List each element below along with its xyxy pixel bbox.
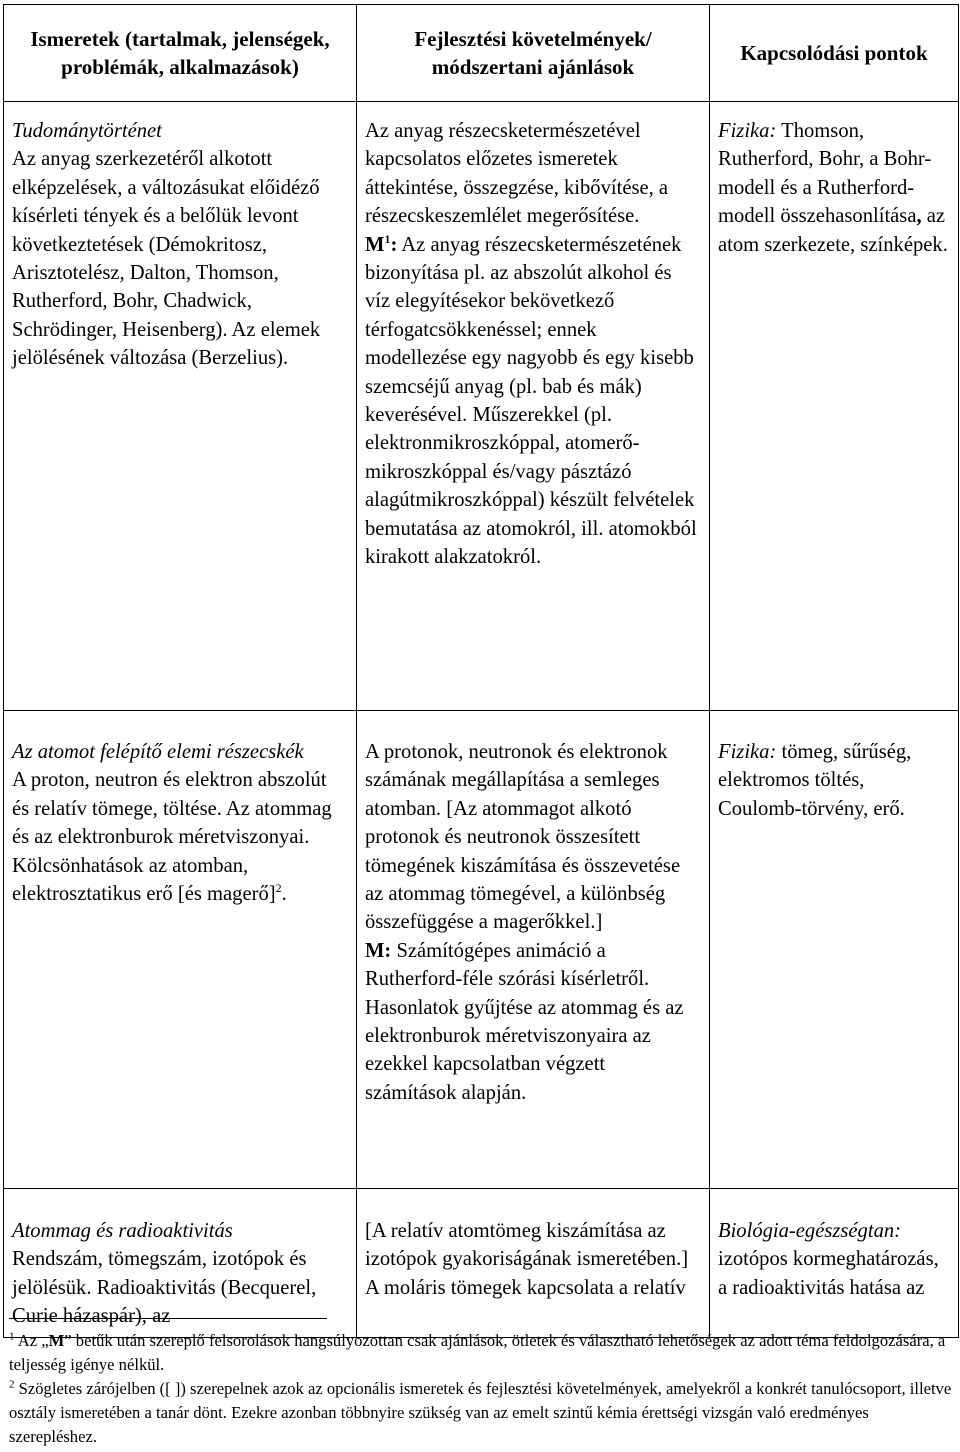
row1-kapcsolodasi-cell	[710, 102, 959, 711]
row2-topic-end: .	[281, 883, 287, 906]
row2-kapcsolodasi-cell	[710, 711, 959, 1189]
table-row	[4, 1189, 959, 1338]
footnote-separator	[9, 1318, 327, 1319]
row1-topic-title: Tudománytörténet	[12, 120, 162, 142]
footnote-1-mark: 1	[9, 1330, 15, 1343]
footnote-1-m: M	[48, 1331, 65, 1350]
row3-topic-text: Rendszám, tömegszám, izotópok és jelölésük. Radioaktivitás (Becquerel, Curie házaspár), az	[12, 1248, 317, 1328]
table-row	[4, 711, 959, 1189]
footnotes	[9, 1318, 954, 1449]
row2-topic-text: A proton, neutron és elektron abszolút és relatív tömege, töltése. Az atommag és az elektronburok méretviszonyai. Kölcsönhatások az atomban, elektrosztatikus erő [és magerő]	[12, 769, 332, 906]
row3-subject-label: Biológia-egészségtan:	[718, 1220, 902, 1242]
row2-links-text: tömeg, sűrűség, elektromos töltés, Coulomb-törvény, erő.	[718, 741, 912, 820]
row2-subject-label: Fizika:	[718, 741, 777, 763]
row1-topic-text: Az anyag szerkezetéről alkotott elképzelések, a változásukat előidéző kísérleti tények és a belőlük levont következtetések (Démokritosz, Arisztotelész, Dalton, Thomson, Rutherford, Bohr, Chadwick, Schrödinger, Heisenberg). Az elemek jelölésének változása (Berzelius).	[12, 148, 321, 370]
row2-topic-title: Az atomot felépítő elemi részecskék	[12, 741, 304, 763]
table-header-row	[4, 5, 959, 102]
footnote-2-mark: 2	[9, 1378, 15, 1391]
row2-requirements-text: A protonok, neutronok és elektronok számának megállapítása a semleges atomban. [Az atommagot alkotó protonok és neutronok összesített tömegének kiszámítása és összevetése az atommag tömegével, a különbség összefüggése a magerőkkel.]	[365, 741, 681, 934]
row3-requirements-text: [A relatív atomtömeg kiszámítása az izotópok gyakoriságának ismeretében.] A moláris tömegek kapcsolata a relatív	[365, 1220, 689, 1299]
footnote-1	[9, 1329, 954, 1377]
footnote-1-text-pre: Az „	[14, 1331, 49, 1350]
row3-kapcsolodasi-cell	[710, 1189, 959, 1338]
row2-fejlesztesi-cell	[357, 711, 710, 1189]
row3-topic-title: Atommag és radioaktivitás	[12, 1220, 233, 1242]
row3-fejlesztesi-cell	[357, 1189, 710, 1338]
row1-links-text-2: az atom szerkezete, színképek.	[718, 205, 948, 256]
row2-m-marker: M:	[365, 939, 392, 962]
row1-ismeretek-cell	[4, 102, 357, 711]
row2-ismeretek-cell	[4, 711, 357, 1189]
row3-ismeretek-cell	[4, 1189, 357, 1338]
row1-requirements-text: Az anyag részecsketermészetével kapcsolatos előzetes ismeretek áttekintése, összegzése, kibővítése, a részecskeszemlélet megerősítése.	[365, 120, 669, 228]
row1-m-footnote-ref: 1	[384, 231, 391, 246]
row3-links-text: izotópos kormeghatározás, a radioaktivitás hatása az	[718, 1248, 939, 1299]
header-kapcsolodasi: Kapcsolódási pontok	[710, 5, 959, 102]
footnote-2	[9, 1377, 954, 1449]
footnote-2-text: Szögletes zárójelben ([ ]) szerepelnek azok az opcionális ismeretek és fejlesztési követelmények, amelyekről a konkrét tanulócsoport, illetve osztály ismeretében a tanár dönt. Ezekre azonban többnyire szükség van az emelt szintű kémia érettségi vizsgán való eredményes szerepléshez.	[9, 1379, 952, 1446]
row1-m-marker: M	[365, 233, 385, 256]
row2-footnote-ref: 2	[275, 881, 282, 896]
row1-fejlesztesi-cell	[357, 102, 710, 711]
row1-m-colon: :	[390, 233, 398, 256]
curriculum-table	[3, 4, 959, 1338]
header-ismeretek: Ismeretek (tartalmak, jelenségek, problémák, alkalmazások)	[4, 5, 357, 102]
table-row	[4, 102, 959, 711]
header-fejlesztesi: Fejlesztési követelmények/ módszertani ajánlások	[357, 5, 710, 102]
row2-methodology-text: Számítógépes animáció a Rutherford-féle szórási kísérletről. Hasonlatok gyűjtése az atommag és az elektronburok méretviszonyaira az ezekkel kapcsolatban végzett számítások alapján.	[365, 939, 684, 1104]
row1-methodology-text: Az anyag részecsketermészetének bizonyítása pl. az abszolút alkohol és víz elegyítésekor bekövetkező térfogatcsökkenéssel; ennek modellezése egy nagyobb és egy kisebb szemcséjű anyag (pl. bab és mák) keverésével. Műszerekkel (pl. elektronmikroszkóppal, atomerő-mikroszkóppal és/vagy pásztázó alagútmikroszkóppal) készült felvételek bemutatása az atomokról, ill. atomokból kirakott alakzatokról.	[365, 233, 697, 569]
row1-links-text: Thomson, Rutherford, Bohr, a Bohr-modell és a Rutherford-modell összehasonlítása	[718, 120, 932, 228]
footnote-1-text: ” betűk után szereplő felsorolások hangsúlyozottan csak ajánlások, ötletek és választható lehetőségek az adott téma feldolgozására, a teljesség igénye nélkül.	[9, 1331, 946, 1374]
row1-subject-label: Fizika:	[718, 120, 777, 142]
row1-links-comma: ,	[916, 205, 922, 228]
